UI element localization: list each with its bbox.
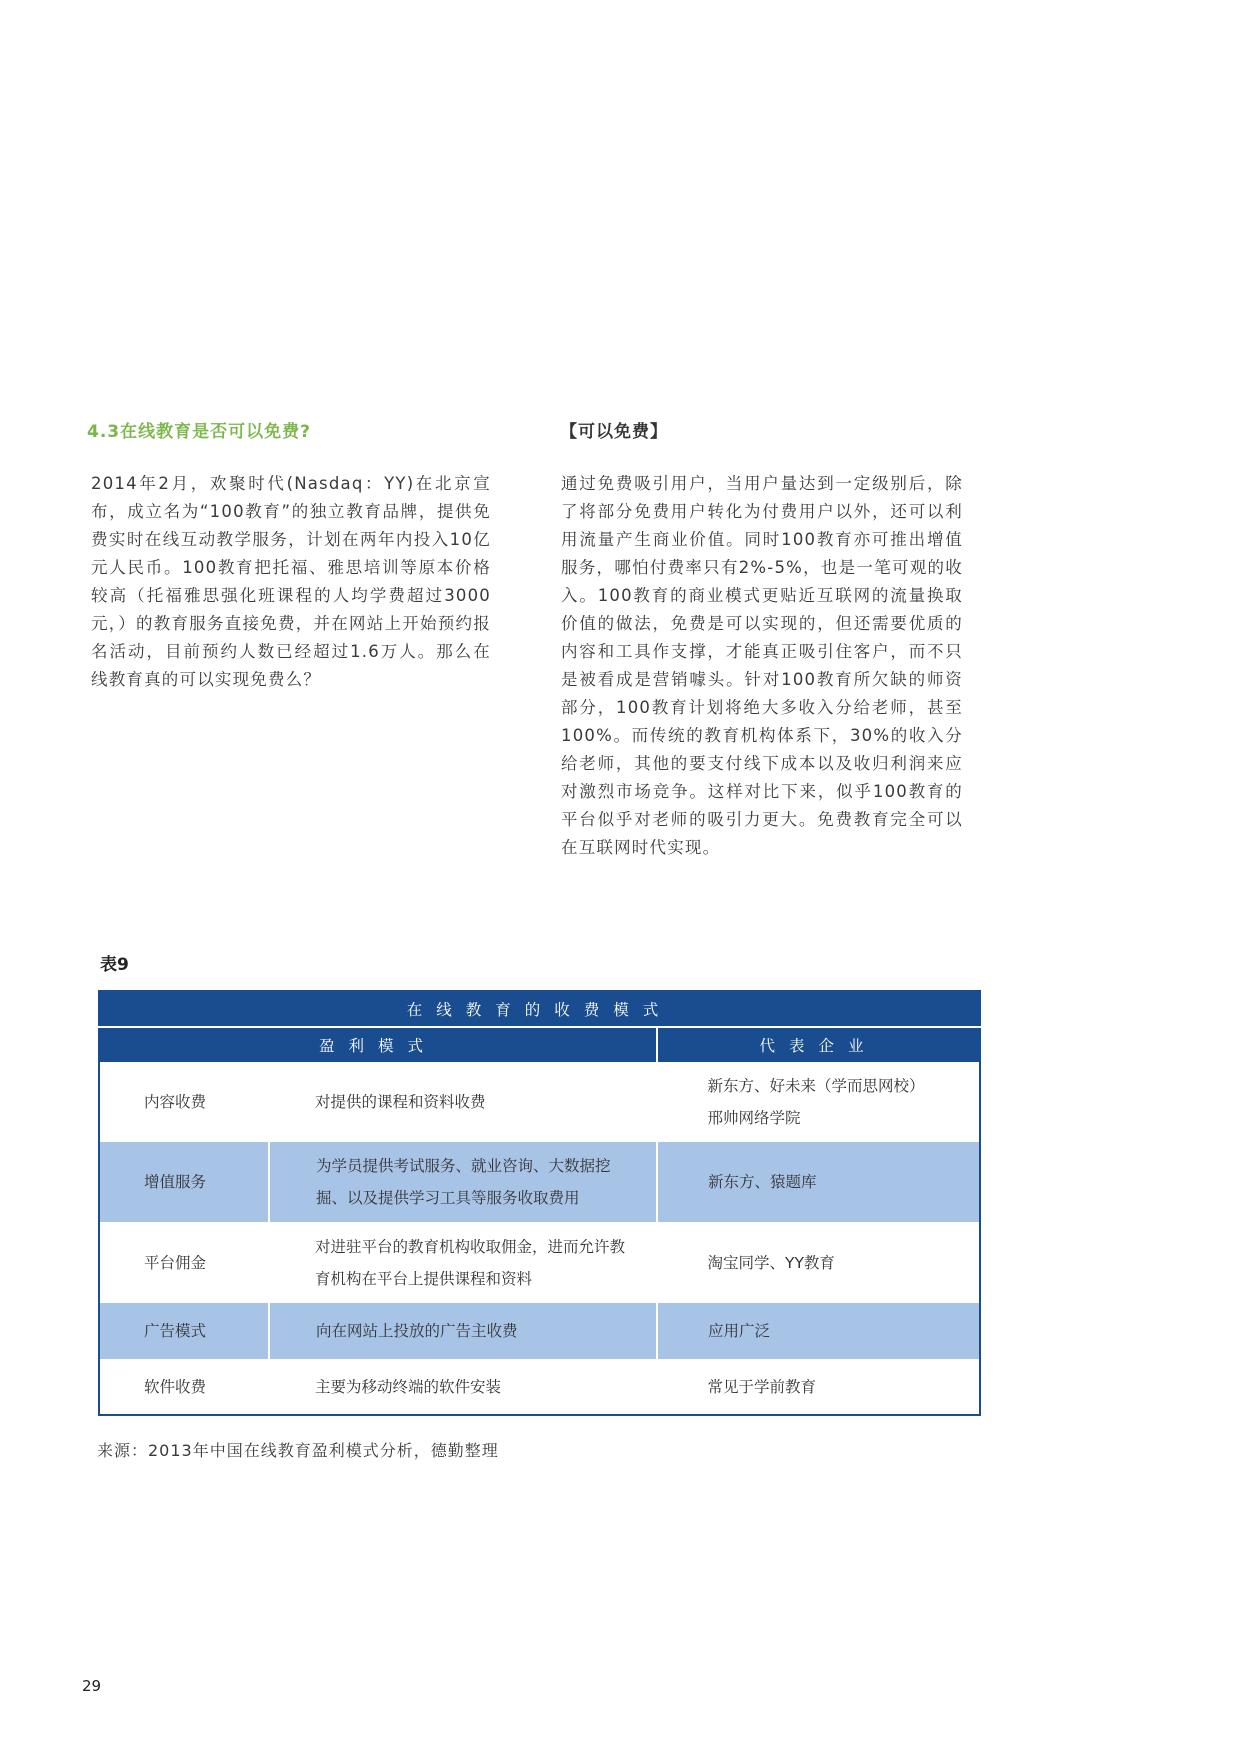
header-profit-mode: 盈利模式 <box>99 1027 657 1062</box>
row-companies: 新东方、猿题库 <box>657 1142 980 1222</box>
right-column-heading: 【可以免费】 <box>560 422 668 442</box>
row-model-name: 平台佣金 <box>99 1222 269 1303</box>
section-heading: 4.3在线教育是否可以免费? <box>87 422 311 442</box>
analysis-paragraph: 通过免费吸引用户，当用户量达到一定级别后，除了将部分免费用户转化为付费用户以外，还可以利用流量产生商业价值。同时100教育亦可推出增值服务，哪怕付费率只有2%-5%，也是一笔可观的收入。100教育的商业模式更贴近互联网的流量换取价值的做法，免费是可以实现的，但还需要优质的内容和工具作支撑，才能真正吸引住客户，而不只是被看成是营销噱头。针对100教育所欠缺的师资部分，100教育计划将绝大多收入分给老师，甚至100%。而传统的教育机构体系下，30%的收入分给老师，其他的要支付线下成本以及收归利润来应对激烈市场竞争。这样对比下来，似乎100教育的平台似乎对老师的吸引力更大。免费教育完全可以在互联网时代实现。 <box>561 474 963 857</box>
table-header-row <box>99 1027 980 1062</box>
row-model-description: 为学员提供考试服务、就业咨询、大数据挖掘、以及提供学习工具等服务收取费用 <box>269 1142 657 1222</box>
table-row <box>99 1222 980 1303</box>
table-label: 表9 <box>100 955 129 975</box>
table-title: 在线教育的收费模式 <box>99 991 980 1027</box>
table-row <box>99 1359 980 1415</box>
source-note: 来源：2013年中国在线教育盈利模式分析，德勤整理 <box>97 1441 499 1460</box>
table-row <box>99 1062 980 1142</box>
table-row <box>99 1303 980 1359</box>
fee-model-table <box>98 990 981 1416</box>
intro-paragraph: 2014年2月，欢聚时代(Nasdaq：YY)在北京宣布，成立名为“100教育”的独立教育品牌，提供免费实时在线互动教学服务，计划在两年内投入10亿元人民币。100教育把托福、雅思培训等原本价格较高（托福雅思强化班课程的人均学费超过3000元，）的教育服务直接免费，并在网站上开始预约报名活动，目前预约人数已经超过1.6万人。那么在线教育真的可以实现免费么？ <box>91 474 491 689</box>
table-row <box>99 1142 980 1222</box>
table-title-row <box>99 991 980 1027</box>
row-model-name: 广告模式 <box>99 1303 269 1359</box>
row-companies: 新东方、好未来（学而思网校）邢帅网络学院 <box>657 1062 980 1142</box>
row-model-description: 主要为移动终端的软件安装 <box>269 1359 657 1415</box>
row-model-description: 对进驻平台的教育机构收取佣金，进而允许教育机构在平台上提供课程和资料 <box>269 1222 657 1303</box>
row-model-description: 对提供的课程和资料收费 <box>269 1062 657 1142</box>
row-model-name: 软件收费 <box>99 1359 269 1415</box>
row-companies: 淘宝同学、YY教育 <box>657 1222 980 1303</box>
row-model-name: 内容收费 <box>99 1062 269 1142</box>
row-model-description: 向在网站上投放的广告主收费 <box>269 1303 657 1359</box>
header-representative-company: 代表企业 <box>657 1027 980 1062</box>
row-companies: 常见于学前教育 <box>657 1359 980 1415</box>
row-companies: 应用广泛 <box>657 1303 980 1359</box>
page-number: 29 <box>82 1677 102 1695</box>
row-model-name: 增值服务 <box>99 1142 269 1222</box>
